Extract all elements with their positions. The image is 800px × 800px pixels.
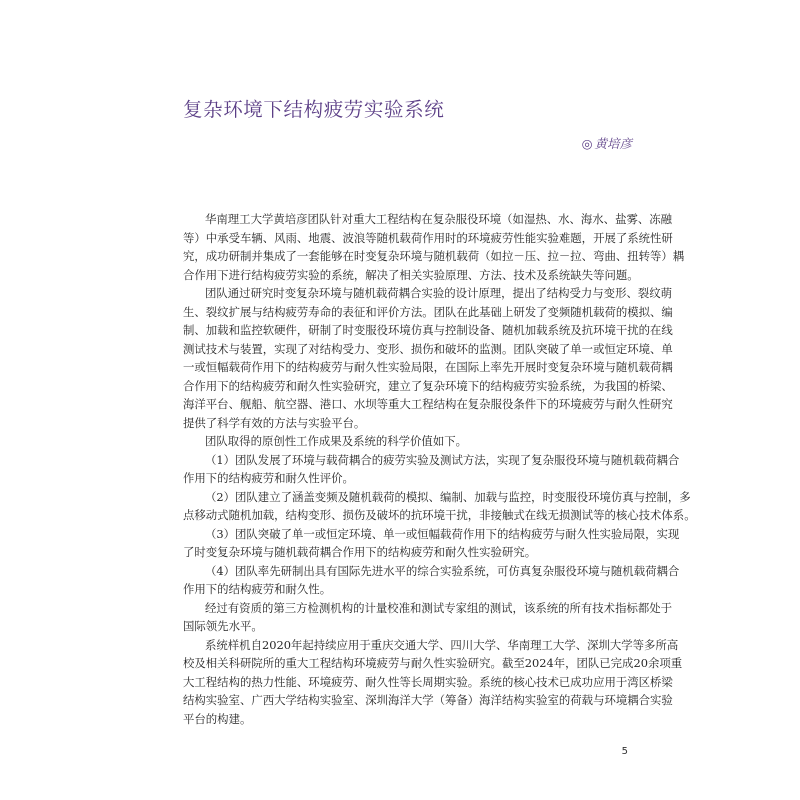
paragraph-line: 作用下的结构疲劳和耐久性。 <box>183 582 332 596</box>
paragraph-line: 作用下的结构疲劳和耐久性评价。 <box>183 471 354 485</box>
paragraph <box>183 636 683 729</box>
paragraph-line: 生、裂纹扩展与结构疲劳寿命的表征和评价方法。团队在此基础上研发了变频随机载荷的模拟、编 <box>183 304 673 319</box>
paragraph-line: 校及相关科研院所的重大工程结构环境疲劳与耐久性实验研究。截至2024年，团队已完成20余项重 <box>183 656 683 670</box>
paragraph-line: 究，成功研制并集成了一套能够在时变复杂环境与随机载荷（如拉－压、拉－拉、弯曲、扭转等）耦 <box>183 249 685 263</box>
paragraph-line: 国际领先水平。 <box>183 619 263 633</box>
paragraph <box>183 562 680 599</box>
paragraph-line: 合作用下进行结构疲劳实验的系统，解决了相关实验原理、方法、技术及系统缺失等问题。 <box>183 267 639 282</box>
paragraph-line: 制、加载和监控软硬件，研制了时变服役环境仿真与控制设备、随机加载系统及抗环境干扰的在线 <box>183 323 673 337</box>
paragraph-line: 提供了科学有效的方法与实验平台。 <box>183 415 366 430</box>
paragraph-line: （2）团队建立了涵盖变频及随机载荷的模拟、编制、加载与监控，时变服役环境仿真与控制，多 <box>205 489 691 504</box>
paragraph-line: 经过有资质的第三方检测机构的计量校准和测试专家组的测试，该系统的所有技术指标都处于 <box>205 600 673 615</box>
paragraph-line: 等）中承受车辆、风雨、地震、波浪等随机载荷作用时的环境疲劳性能实验难题，开展了系统性研 <box>183 230 673 245</box>
author-name: 黄培彦 <box>594 136 632 151</box>
author-mark: ◎ <box>581 136 593 151</box>
paragraph-line: 点移动式随机加载，结构变形、损伤及破坏的抗环境干扰，非接触式在线无损测试等的核心技术体系。 <box>183 508 696 522</box>
paragraph-line: （4）团队率先研制出具有国际先进水平的综合实验系统，可仿真复杂服役环境与随机载荷耦合 <box>205 563 680 578</box>
paragraph-line: 团队通过研究时变复杂环境与随机载荷耦合实验的设计原理，提出了结构受力与变形、裂纹萌 <box>205 286 673 300</box>
paragraph-line: 合作用下的结构疲劳和耐久性实验研究，建立了复杂环境下的结构疲劳实验系统，为我国的桥梁、 <box>183 378 673 393</box>
paragraph-line: 一或恒幅载荷作用下的结构疲劳与耐久性实验局限，在国际上率先开展时变复杂环境与随机载荷耦 <box>183 360 673 374</box>
paragraph <box>183 210 685 284</box>
author-line <box>582 134 632 152</box>
paragraph-line: （3）团队突破了单一或恒定环境、单一或恒幅载荷作用下的结构疲劳与耐久性实验局限，实现 <box>205 526 680 541</box>
paragraph-line: 平台的构建。 <box>183 711 252 726</box>
paragraph-line: （1）团队发展了环境与载荷耦合的疲劳实验及测试方法，实现了复杂服役环境与随机载荷耦合 <box>205 452 680 467</box>
paragraph-line: 大工程结构的热力性能、环境疲劳、耐久性等长周期实验。系统的核心技术已成功应用于湾区桥梁 <box>183 674 673 689</box>
paragraph <box>183 488 696 525</box>
paragraph-line: 系统样机自2020年起持续应用于重庆交通大学、四川大学、华南理工大学、深圳大学等多所高 <box>205 637 679 652</box>
paragraph <box>183 432 633 451</box>
paragraph <box>183 451 680 488</box>
paragraph <box>183 284 673 432</box>
page-number: 5 <box>621 746 628 757</box>
article-body <box>183 210 696 728</box>
paragraph-line: 华南理工大学黄培彦团队针对重大工程结构在复杂服役环境（如湿热、水、海水、盐雾、冻融 <box>205 212 673 226</box>
paragraph-line: 海洋平台、舰船、航空器、港口、水坝等重大工程结构在复杂服役条件下的环境疲劳与耐久性研究 <box>183 397 673 411</box>
paragraph <box>183 599 673 636</box>
paragraph-line: 测试技术与装置，实现了对结构受力、变形、损伤和破坏的监测。团队突破了单一或恒定环境、单 <box>183 341 673 356</box>
paragraph-line: 结构实验室、广西大学结构实验室、深圳海洋大学（筹备）海洋结构实验室的荷载与环境耦合实验 <box>183 693 673 707</box>
article-title: 复杂环境下结构疲劳实验系统 <box>183 98 445 121</box>
paragraph <box>183 525 680 562</box>
paragraph-line: 团队取得的原创性工作成果及系统的科学价值如下。 <box>205 434 467 448</box>
paragraph-line: 了时变复杂环境与随机载荷耦合作用下的结构疲劳和耐久性实验研究。 <box>183 545 537 559</box>
